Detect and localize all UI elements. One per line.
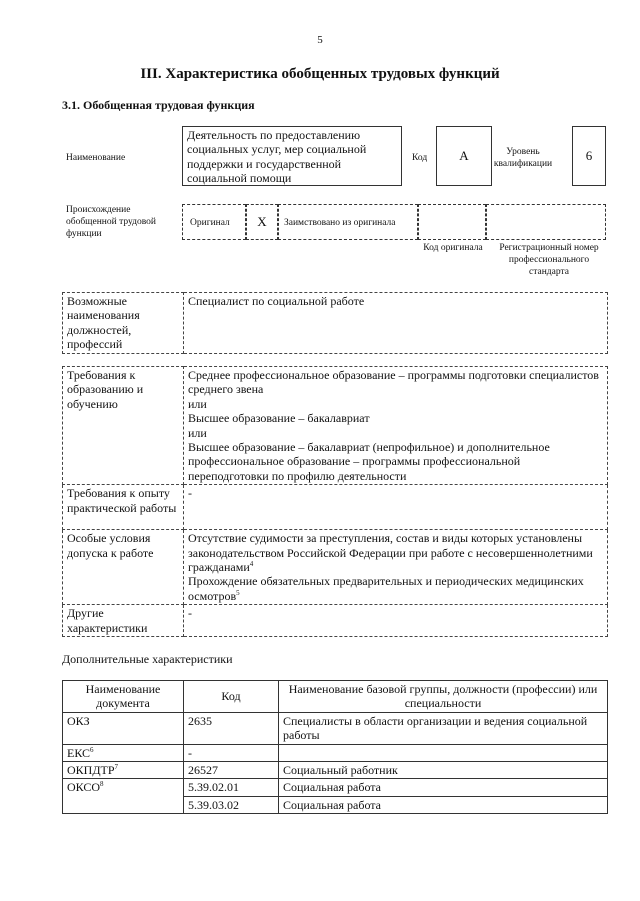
original-code-cell	[418, 204, 486, 240]
req-label: Требования к опыту практической работы	[63, 485, 184, 530]
req-value: -	[184, 485, 608, 530]
group-cell: Социальная работа	[279, 779, 608, 796]
table-row	[63, 712, 608, 744]
table-row	[63, 605, 608, 637]
req-label: Требования к образованию и обучению	[63, 367, 184, 485]
req-value-line2: Прохождение обязательных предварительных и периодических медицинских осмотров	[188, 574, 584, 603]
requirements-table	[62, 366, 608, 637]
positions-value: Специалист по социальной работе	[184, 293, 608, 354]
column-header: Код	[184, 681, 279, 713]
code-label: Код	[412, 153, 428, 163]
page-number: 5	[317, 34, 323, 46]
positions-label: Возможные наименования должностей, профессий	[63, 293, 184, 354]
code-cell: 5.39.03.02	[184, 796, 279, 813]
table-row	[63, 530, 608, 605]
doc-cell: ЕКС$^6$	[63, 744, 184, 761]
name-value: Деятельность по предоставлению социальных услуг, мер социальной поддержки и государственной социальной помощи	[182, 126, 402, 186]
table-row	[63, 762, 608, 779]
reg-number-cell	[486, 204, 606, 240]
name-label: Наименование	[66, 153, 126, 163]
original-label: Оригинал	[190, 218, 230, 228]
doc-cell: ОКСО$^8$	[63, 779, 184, 814]
code-cell: 26527	[184, 762, 279, 779]
footnote-ref: 5	[236, 588, 240, 597]
reg-caption: Регистрационный номер профессионального стандарта	[499, 243, 599, 277]
footnote-ref: 4	[249, 560, 254, 569]
group-cell	[279, 744, 608, 761]
code-cell: 2635	[184, 712, 279, 744]
table-header-row	[63, 681, 608, 713]
req-value: -	[184, 605, 608, 637]
section-title: III. Характеристика обобщенных трудовых функций	[140, 66, 500, 82]
req-value-line1: Отсутствие судимости за преступления, состав и виды которых установлены законодательством Российской Федерации при работе с несовершеннолетними гражданами	[188, 531, 593, 575]
req-value	[184, 530, 608, 605]
table-row	[63, 779, 608, 796]
code-value: A	[436, 126, 492, 186]
origin-table	[182, 204, 606, 240]
code-cell: 5.39.02.01	[184, 779, 279, 796]
original-mark: X	[246, 204, 278, 240]
origin-label: Происхождение обобщенной трудовой функции	[66, 205, 156, 239]
req-label: Другие характеристики	[63, 605, 184, 637]
doc-cell: ОКЗ	[63, 712, 184, 744]
subsection-title: 3.1. Обобщенная трудовая функция	[62, 98, 255, 112]
table-row	[63, 367, 608, 485]
group-cell: Социальный работник	[279, 762, 608, 779]
group-cell: Специалисты в области организации и ведения социальной работы	[279, 712, 608, 744]
table-row	[63, 744, 608, 761]
column-header: Наименование базовой группы, должности (профессии) или специальности	[279, 681, 608, 713]
req-value: Среднее профессиональное образование – программы подготовки специалистов среднего звена или Высшее образование – бакалавриат или Высшее образование – бакалавриат (непрофильное) и дополнительное профессиональное образование – программы профессиональной переподготовки по профилю деятельности	[184, 367, 608, 485]
code-cell: -	[184, 744, 279, 761]
doc-cell: ОКПДТР$^7$	[63, 762, 184, 779]
level-value: 6	[572, 126, 606, 186]
column-header: Наименование документа	[63, 681, 184, 713]
level-label: Уровень квалификации	[493, 147, 553, 169]
borrowed-label: Заимствовано из оригинала	[284, 218, 396, 228]
positions-table	[62, 292, 608, 354]
table-row	[63, 485, 608, 530]
code-caption: Код оригинала	[423, 243, 483, 253]
req-label: Особые условия допуска к работе	[63, 530, 184, 605]
group-cell: Социальная работа	[279, 796, 608, 813]
additional-table	[62, 680, 608, 814]
additional-title: Дополнительные характеристики	[62, 652, 233, 666]
